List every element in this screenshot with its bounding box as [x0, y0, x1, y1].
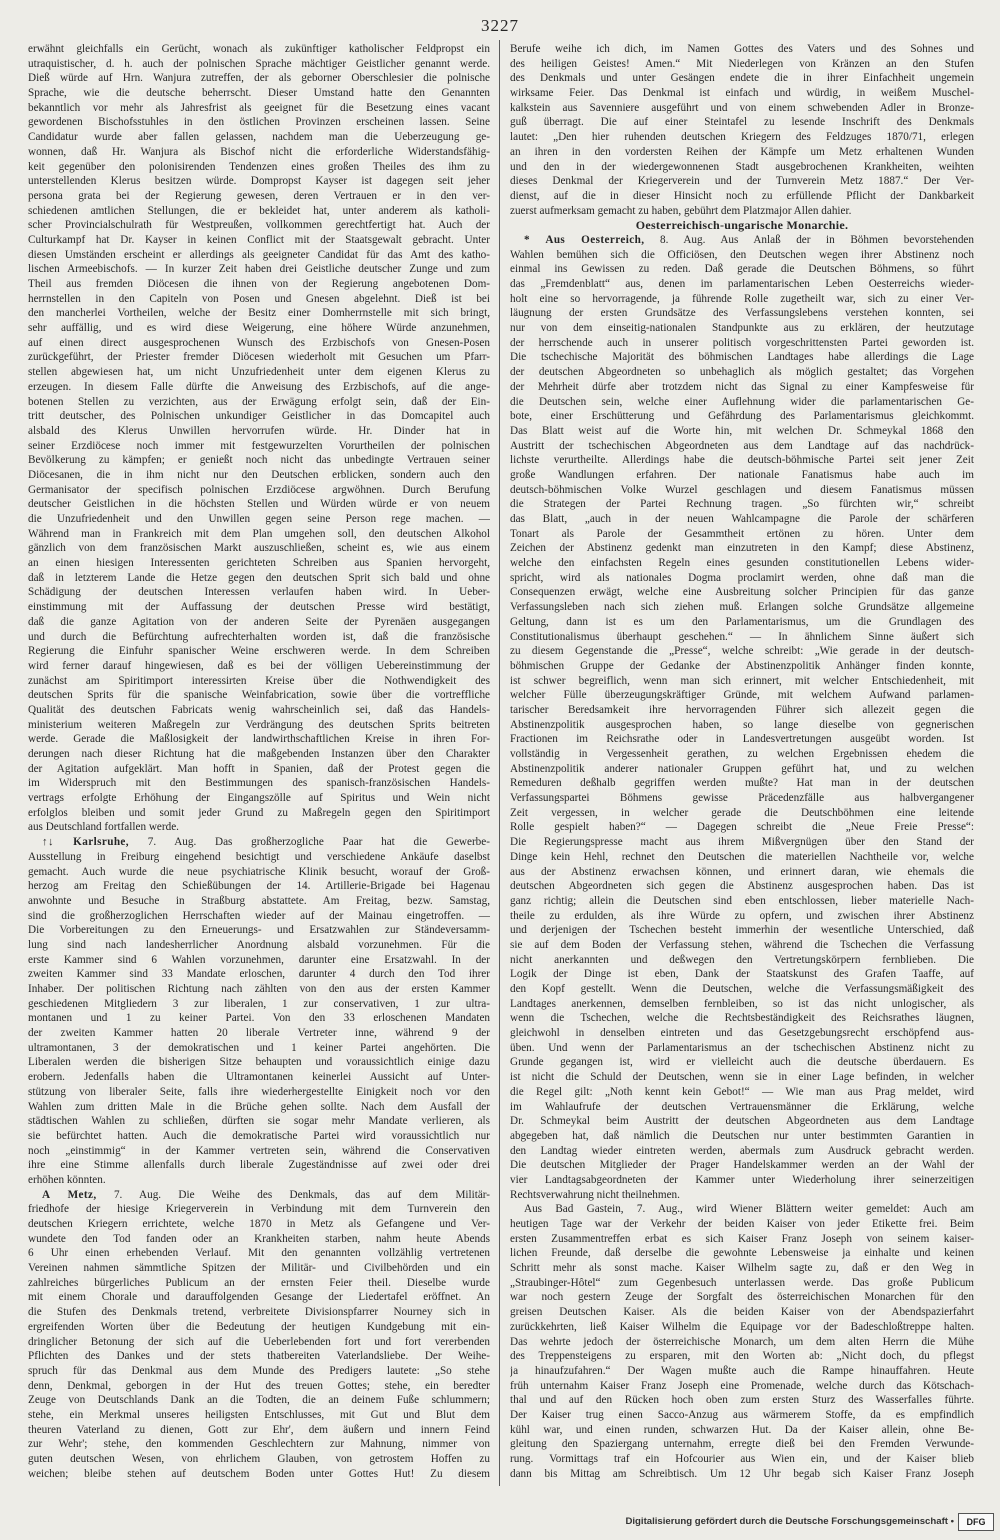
text-line: Aus Bad Gastein, 7. Aug., wird Wiener Blättern weiter gemeldet: Auch am	[524, 1203, 974, 1216]
text-line: Zeichen der Abstinenz gedenkt man einzutreten in den Kampf; diese Abstinenz,	[510, 542, 974, 555]
text-line: spricht, wird als nationales Dogma proclamirt werden, ohne daß man die	[510, 571, 974, 584]
text-line: Remeduren deßhalb gegriffen werden mußte? Hat man in der deutschen	[510, 777, 974, 790]
text-line: aus Deutschland fortfallen werde.	[28, 821, 179, 834]
text-line: Candidatur wurde aber fallen gelassen, nachdem man die Ueberzeugung ge-	[28, 131, 490, 144]
text-line: zunächst am Spiritimport interessirten Kreise über die Nothwendigkeit des	[28, 674, 490, 687]
text-line: Die deutschen Mitglieder der Prager Handelskammer werden an der Wahl der	[510, 1159, 974, 1172]
text-line: weichen; bleibe stehen auf deutschem Boden unter Gottes Hut! Zu diesem	[28, 1467, 490, 1480]
text-line: ministerium weiteren Maßregeln zur Verdrängung des deutschen Sprits beitreten	[28, 718, 490, 731]
text-line: welche den einfachsten Regeln eines gesunden constitutionellen Lebens wider-	[510, 557, 974, 570]
text-line: Vereinen nahmen sämmtliche Spitzen der Militär- und Civilbehörden und ein	[28, 1262, 490, 1275]
text-line: wonnen, daß Hr. Wanjura als Bischof nicht die erforderliche Widerstandsfähig-	[28, 145, 490, 158]
text-line: Fractionen im Reichsrathe oder in Landesvertretungen ausgeübt worden. Ist	[510, 733, 974, 746]
text-line: vertrags erfolgte Erhöhung der Eingangszölle auf Spiritus und Wein nicht	[28, 792, 490, 805]
text-line: Sprache, wie die deutsche beherrscht. Dieser Umstand hatte den Genannten	[28, 87, 490, 100]
text-line: wenn die Tschechen, welche die Rechtsbeständigkeit des Reichsrathes läugnen,	[510, 1012, 974, 1025]
text-line: lung sind nach landesherrlicher Anordnung alsbald vorzunehmen. Für die	[28, 938, 490, 951]
text-line: große Wandlungen erfahren. Der nationale Fanatismus habe auch im	[510, 468, 974, 481]
text-line: Rolle gespielt haben?“ — Dagegen schreibt die „Neue Freie Presse“:	[510, 821, 974, 834]
text-line: böhmischen Gruppe der Gedanke der Abstinenzpolitik Anhänger finden konnte,	[510, 659, 974, 672]
text-line: zur Wehr'; stehe, den kommenden Geschlechtern zur Mahnung, nimmer von	[28, 1438, 490, 1451]
text-line: ja hinaufzufahren.“ Der Wagen mußte auch die Rampe hinauffahren. Heute	[510, 1364, 974, 1377]
text-line: rung. Vormittags traf ein Hofcourier aus Wien ein, und der Kaiser blieb	[510, 1453, 974, 1465]
text-line: guten deutschen Wesen, von ehrlichem Glauben, von getrostem Hoffen zu	[28, 1453, 490, 1465]
text-line: Abstinenzpolitik ausgesprochen haben, so lange dieselbe von gegnerischen	[510, 718, 974, 731]
text-line: gewordenen Bischofsstuhles in den östlichen Provinzen erscheinen lassen. Seine	[28, 116, 490, 129]
text-line: holt eine so hervorragende, ja führende Rolle zugetheilt war, sich zu einer Ver-	[510, 292, 974, 305]
text-line: die Strategen der Partei Rechnung tragen. „So fürchten wir,“ schreibt	[510, 498, 974, 511]
text-line: Rechtsverwahrung nicht theilnehmen.	[510, 1188, 680, 1201]
text-line: herzog am Freitag den Schießübungen der 14. Artillerie-Brigade bei Hagenau	[28, 880, 490, 893]
text-line	[28, 1188, 490, 1203]
text-line: zahlreiches bürgerliches Publicum an der ernsten Feier theil. Dieselbe wurde	[28, 1276, 490, 1289]
text-line: alsbald des Klerus Unwillen hervorrufen würde. Hr. Dinder hat in	[28, 424, 490, 437]
text-line: utraquistischer, d. h. auch der polnischen Sprache mächtiger Geistlicher genannt werde.	[28, 57, 490, 70]
text-line: spruch für das Denkmal aus dem Munde des Predigers lautete: „So stehe	[28, 1364, 490, 1377]
text-line: deutschen Abgeordneten sich gegen die Abstinenz ausgesprochen haben. Das ist	[510, 880, 974, 893]
text-line: Regierung die Einfuhr spanischer Weine erschweren werde. In dem Schreiben	[28, 645, 490, 658]
text-line: abgegeben hat, daß nämlich die Deutschen nur unter bestimmten Garantien in	[510, 1129, 974, 1142]
dateline: * Aus Oesterreich,	[524, 233, 645, 246]
text-line: Logik der Dinge ist eben, Dank der Staatskunst des Grafen Taaffe, auf	[510, 968, 974, 981]
text-line: den Kopf gestellt. Wenn die Deutschen, welche die Verfassungsmäßigkeit des	[510, 983, 974, 995]
text-line: stützung von liberaler Seite, falls ihre wiederhergestellte Einigkeit noch vor den	[28, 1085, 490, 1098]
text-line: lichste verurtheilte. Allerdings habe die deutsch-böhmische Partei seit jener Zeit	[510, 454, 974, 467]
text-line: einstimmung mit der Auffassung der deutschen Presse wird bestätigt,	[28, 601, 490, 614]
text-line: Die tschechische Majorität des böhmischen Landtages habe allerdings die Lage	[510, 351, 974, 364]
text-line: gänzlich von dem französischen Markt auszuschließen, scheint es, wie aus einem	[28, 542, 490, 555]
text-line: zuerst aufmerksam gemacht zu haben, gebührt dem Platzmajor Allen dahier.	[510, 204, 852, 217]
text-line	[510, 233, 974, 248]
text-line: und derjenigen der Tschechen besteht immerhin der wesentliche Unterschied, daß	[510, 924, 974, 937]
text-line: Die Regierungspresse macht aus ihrem Mißvergnügen über den Stand der	[510, 836, 974, 849]
text-line: erhöhen könnten.	[28, 1173, 106, 1186]
right-column	[510, 42, 974, 1481]
text-line: Liberalen werden die bisherigen Sitze behaupten und voraussichtlich einige dazu	[28, 1056, 490, 1069]
text-line: Inhaber. Der politischen Richtung nach zählten von den aus der ersten Kammer	[28, 983, 490, 995]
text-line: scher Provincialschulrath für Westpreußen, vollkommen gerechtfertigt hat. Auch der	[28, 219, 490, 232]
text-line: sie befürchtet hatten. Auch die demokratische Partei wird voraussichtlich nur	[28, 1129, 490, 1142]
text-line: der deutschen Abgeordneten so unbehaglich als möglich gestaltet; das Vorgehen	[510, 366, 974, 379]
text-line: Theil aus fremden Diöcesen die ihnen von der Regierung angebotenen Dom-	[28, 278, 490, 290]
text-line: Bevölkerung zu kämpfen; er genießt noch nicht das unbedingte Vertrauen seiner	[28, 454, 490, 467]
text-line: aus der Abstinenz erwachsen können, und erinnert daran, wie ehemals die	[510, 865, 974, 878]
text-line: werde. Gerade die Maßlosigkeit der landwirthschaftlichen Kreise in ihren For-	[28, 733, 490, 746]
text-line: friedhofe der hiesige Kriegerverein in Verbindung mit dem Turnverein den	[28, 1203, 490, 1216]
text-line: früh unternahm Kaiser Franz Joseph eine Promenade, welche durch das Kötschach-	[510, 1379, 974, 1392]
text-line: tarischer Beredsamkeit ihre hervorragenden Führer sich allezeit gegen die	[510, 703, 974, 716]
text-line: wundete den Tod fanden oder an Krankheiten starben, nahm heute Abends	[28, 1232, 490, 1245]
text-line: städtischen Wahlen zu schließen, dürften sie sogar mehr Mandate verlieren, als	[28, 1115, 490, 1128]
text-line: dringlicher Betonung der sich auf die Ueberlebenden fort und fort vererbenden	[28, 1335, 490, 1348]
text-line: die Stufen des Denkmals tretend, verbreitete Divisionspfarrer Nourney sich in	[28, 1306, 490, 1319]
text-line: theuren Vaterland zu dienen, Gott zur Ehr', dem äußern und innern Feind	[28, 1423, 490, 1436]
text-line: im Wahlaufrufe der deutschen Vertrauensmänner die Erklärung, welche	[510, 1100, 974, 1113]
text-line: Consequenzen erwägt, welche eine Ausbreitung solcher Principien für das ganze	[510, 586, 974, 599]
text-line: erobern. Jedenfalls haben die Ultramontanen keinerlei Aussicht auf Unter-	[28, 1071, 490, 1084]
text-line: zweiten Kammer sind 33 Mandate erloschen, darunter 4 durch den Tod ihrer	[28, 968, 490, 981]
text-line: ergreifenden Worten über die Bedeutung der heutigen Kundgebung mit ein-	[28, 1320, 490, 1333]
text-line: diesen Umständen erscheint er allerdings als geeigneter Candidat für das Amt des katho-	[28, 248, 490, 261]
text-line: deutsch-böhmischen Volke Wurzel geschlagen und diesem Fanatismus müssen	[510, 483, 974, 496]
text-line: Wahlen zum dritten Male in die Brüche gehen sollte. Nach dem Ausfall der	[28, 1100, 490, 1113]
text-line: Wahlen bemühen sich die Officiösen, den Deutschen wegen ihrer Abstinenz noch	[510, 248, 974, 261]
text-line: derungen nach dieser Richtung hat die maßgebenden Instanzen über den Charakter	[28, 748, 490, 760]
text-line: zu diesem Gegenstande die „Presse“, welche schreibt: „Wie gerade in der deutsch-	[510, 645, 974, 658]
text-line: Das Blatt weist auf die Worte hin, mit welchen Dr. Schmeykal 1868 den	[510, 424, 974, 437]
text-line: Das wehrte jedoch der österreichische Monarch, um dem alten Herrn die Mühe	[510, 1335, 974, 1348]
text-line: persona grata bei der Regierung gewesen, deren Vertrauen er in den ver-	[28, 189, 490, 202]
text-line: erwähnt gleichfalls ein Gerücht, wonach als zukünftiger katholischer Feldpropst ein	[28, 43, 490, 55]
section-heading: Oesterreichisch-ungarische Monarchie.	[635, 218, 849, 233]
text-line: Dinge kein Hehl, rechnet den Deutschen die materiellen Nachtheile vor, welche	[510, 850, 974, 863]
article-paragraph	[510, 233, 974, 1202]
text-line: die Unzufriedenheit und den Unwillen gegen seine Person rege machen. —	[28, 513, 490, 525]
dateline: ↑↓ Karlsruhe,	[42, 836, 129, 849]
text-line: ultramontanen, 3 der demokratischen und 1 keiner Partei angehörten. Die	[28, 1041, 490, 1054]
text-line: und durch die Befürchtung aufrechterhalten worden ist, daß die französische	[28, 630, 490, 643]
text-line: sind die großherzoglichen Herrschaften wieder auf der Mainau eingetroffen. —	[28, 909, 490, 922]
text-line: deutscher Geistlichen in die höchsten Stellen und Würden würde er von neuem	[28, 498, 490, 511]
text-line: Verfassungspartei Böhmens gewisse Präcedenzfälle aus halbvergangener	[510, 792, 974, 805]
text-line: deutschen Sprits für die spanische Weinfabrication, sowie über die vortreffliche	[28, 689, 490, 702]
text-line: ist schwer begreiflich, wenn man sich erinnert, mit welcher Entschiedenheit, mit	[510, 674, 974, 687]
text-line: Constitutionalismus überhaupt geschehen.“ — In ähnlichem Sinne äußert sich	[510, 630, 974, 643]
line-text: 7. Aug. Die Weihe des Denkmals, das auf dem Militär-	[113, 1188, 490, 1201]
text-line: theile zu erdulden, als ihre Würde zu opfern, und zwischen ihrer Abstinenz	[510, 909, 974, 922]
text-line: Schritt mehr als sonst mache. Kaiser Wilhelm sagte zu, daß er den Weg in	[510, 1262, 974, 1275]
text-line: heutigen Tage war der Verkehr der beiden Kaiser von jeder Etikette frei. Beim	[510, 1218, 974, 1230]
text-line: zurückgeführt, der Priester fremder Diöcesen wiederholt mit Gesuchen um Pfarr-	[28, 351, 490, 364]
text-line: Landtages anerkennen, demselben fernbleiben, so ist das nicht unlogischer, als	[510, 997, 974, 1010]
text-line: „Straubinger-Hôtel“ zum Gegenbesuch unterlassen werde. Das große Publicum	[510, 1276, 974, 1289]
text-line: stellen abgewiesen hat, um nicht Unzufriedenheit unter dem eigenen Klerus zu	[28, 366, 490, 379]
text-line: Berufe weihe ich dich, im Namen Gottes des Vaters und des Sohnes und	[510, 43, 974, 55]
text-line: sie auf dem Boden der Verfassung stehen, während die Tschechen die Verfassung	[510, 938, 974, 951]
left-column	[28, 42, 490, 1481]
text-line: Germanisator der specifisch polnischen Erzdiöcese argwöhnen. Durch Berufung	[28, 483, 490, 496]
text-line: bote, einer Erschütterung und Gefährdung des Parlamentarismus gleichkommt.	[510, 410, 974, 423]
article-paragraph	[510, 42, 974, 218]
text-line: Zeit vergessen, in welcher gerade die Deutschböhmen eine leitende	[510, 806, 974, 819]
text-line: Dr. Schmeykal beim Austritt der deutschen Abgeordneten aus dem Landtage	[510, 1115, 974, 1128]
text-line: vier Landtagsabgeordneten der Kammer unter Wiederholung ihrer seinerzeitigen	[510, 1173, 974, 1186]
text-line: kühl war, und einen runden, schwarzen Hut. Da der Kaiser allein, ohne Be-	[510, 1423, 974, 1436]
text-line: Diöcesanen, die in ihm nicht nur den Deutschen erblicken, sondern auch den	[28, 468, 490, 481]
text-line: der Agitation aufgeklärt. Man hofft in Spanien, daß der Protest gegen die	[28, 762, 490, 775]
text-line: Ausstellung in Freiburg eingehend besichtigt und verschiedene Ankäufe daselbst	[28, 850, 490, 863]
text-line: dieses Denkmal der Kriegerverein und der Turnverein Metz 1887.“ Der Ver-	[510, 175, 974, 188]
text-line: das Blatt, „auch in der neuen Wahlcampagne die Parole der schärferen	[510, 513, 974, 525]
text-line: ist nicht die Schuld der Deutschen, wenn sie in einer Lage befinden, in welcher	[510, 1071, 974, 1084]
text-line: greisen Deutschen Kaiser. Als die beiden Kaiser von der Abendspazierfahrt	[510, 1306, 974, 1319]
text-line: nur von dem einseitig-nationalen Standpunkte aus zu erklären, der heutzutage	[510, 322, 974, 335]
text-line: keit gegenüber den polonisirenden Tendenzen eines großen Theiles des ihm zu	[28, 160, 490, 173]
text-line: die Regel gilt: „Noth kennt kein Gebot!“ — Wie man aus Prag meldet, wird	[510, 1085, 974, 1098]
text-line: dienst, auf die in dieser Hinsicht noch zu erfüllende Pflicht der Dankbarkeit	[510, 189, 974, 202]
text-line: gleitung den Spaziergang unternahm, erregte dieß bei den Fremden Verwunde-	[510, 1438, 974, 1451]
text-line: denn, Denkmal, geborgen in der Hut des treuen Gottes; stehe, ein beredter	[28, 1379, 490, 1392]
text-line: Abstinenzpolitik anderer nationaler Gruppen geführt hat, und zu welchen	[510, 762, 974, 775]
dfg-logo: DFG	[958, 1513, 994, 1531]
text-line: einmal ins Gewissen zu reden. Daß gerade die Deutschen Böhmens, so führt	[510, 263, 974, 276]
article-paragraph	[28, 835, 490, 1188]
text-line: welcher Fülle überzeugungskräftiger Gründe, mit welchem Aufwand parlamen-	[510, 689, 974, 702]
text-line: mit einem Chorale und darauffolgenden Gesange der Liedertafel eröffnet. An	[28, 1291, 490, 1304]
text-line: war noch gestern Zeuge der Sorgfalt des österreichischen Monarchen für den	[510, 1291, 974, 1304]
text-line: noch „einstimmig“ in der Kammer vertreten sein, während die Conservativen	[28, 1144, 490, 1157]
text-line: Tonart als Parole der Gesammtheit ertönen zu hören. Unter dem	[510, 527, 974, 540]
text-line: wirksame Feier. Das Denkmal ist einfach und würdig, in weißem Muschel-	[510, 87, 974, 100]
text-line: des Treppensteigens zu ersparen, mit den Worten ab: „Nicht doch, du pflegst	[510, 1350, 974, 1363]
text-line: kalkstein aus Savenniere ausgeführt und von einem schwebenden Adler in Bronze-	[510, 101, 974, 114]
text-line: Culturkampf hat Dr. Kayser in keinen Conflict mit der Staatsgewalt gebracht. Unter	[28, 233, 490, 246]
text-line: erste Kammer sind 6 Wahlen vorzunehmen, darunter eine Ersatzwahl. In der	[28, 953, 490, 966]
text-line: guß überragt. Die auf einer Steintafel zu lesende Inschrift des Denkmals	[510, 116, 974, 129]
text-line: Austritt der tschechischen Abgeordneten aus dem Landtage auf das nachdrück-	[510, 439, 974, 452]
text-line: stehe, ein Merkmal unseres heiligsten Entschlusses, mit Gut und Blut dem	[28, 1408, 490, 1421]
text-line: daß die ganze Agitation von der anderen Seite der Pyrenäen ausgegangen	[28, 615, 490, 628]
text-line: lichen Freunde, daß derselbe die gewohnte Lebensweise ja einhalte und keinen	[510, 1247, 974, 1260]
text-line: Qualität des deutschen Fabricats wenig wahrscheinlich sei, daß das Handels-	[28, 703, 490, 716]
text-line: gleichwohl in denselben eintreten und das Gesetzgebungsrecht erschöpfend aus-	[510, 1027, 974, 1040]
article-paragraph	[510, 1202, 974, 1481]
text-line: deutschen Kriegern errichtete, welche 1870 in Metz als Gefangene und Ver-	[28, 1218, 490, 1230]
text-line: unterstellenden Klerus besitzen würde. Dompropst Kayser ist dagegen seit jeher	[28, 175, 490, 188]
text-line: der zweiten Kammer hatten 20 liberale Vertreter inne, während 9 der	[28, 1027, 490, 1040]
text-line: ganz richtig; allein die Deutschen sind eben entschlossen, lieber materielle Nach-	[510, 894, 974, 907]
text-line: üben. Und wenn der Parlamentarismus an der tschechischen Abstinenz nicht zu	[510, 1041, 974, 1054]
text-line: sehr auffällig, und es wird diese Weigerung, eine höhere Würde anzunehmen,	[28, 322, 490, 335]
text-line: gemacht. Auch wurde die neue psychiatrische Klinik besucht, worauf der Groß-	[28, 865, 490, 878]
text-line: seiner Erzdiöcese noch immer mit festgewurzelten Vorurtheilen der polnischen	[28, 439, 490, 452]
line-text: 8. Aug. Aus Anlaß der in Böhmen bevorstehenden	[660, 233, 974, 246]
text-line: botenen Stellen zu verzichten, aus der Erwägung erfolgt sein, daß der Ein-	[28, 395, 490, 408]
line-text: 7. Aug. Das großherzogliche Paar hat die Gewerbe-	[147, 836, 490, 849]
text-line: ersten Zusammentreffen erbat es sich Kaiser Franz Joseph von seinem kaiser-	[510, 1232, 974, 1245]
text-line: die Deutschen sein, welche einer Auflehnung wider die parlamentarischen Ge-	[510, 395, 974, 408]
column-divider	[499, 40, 500, 1486]
text-line: den Landtag wieder eintreten werden, abermals zum Ausdruck gebracht werden.	[510, 1144, 974, 1157]
text-line: Grunde gegangen ist, wird er vielleicht auch die deutsche überdauern. Es	[510, 1056, 974, 1069]
text-line	[28, 835, 490, 850]
footer-credit-text: Digitalisierung gefördert durch die Deutsche Forschungsgemeinschaft	[625, 1516, 948, 1527]
text-line: läugnung der ersten Grundsätze des Verfassungslebens verstehen konnten, sei	[510, 307, 974, 320]
text-line: 6 Uhr einen erhebenden Verlauf. Mit den genannten vollzählig vertretenen	[28, 1247, 490, 1260]
text-line: Der Kaiser trug einen Sacco-Anzug aus wärmerem Stoffe, da es empfindlich	[510, 1408, 974, 1421]
article-paragraph	[28, 42, 490, 835]
footer-credit	[625, 1513, 954, 1531]
text-line: bekanntlich vor mehr als Jahresfrist als geeignet für die Besetzung eines vacant	[28, 101, 490, 114]
text-line: im Widerspruch mit den Bestimmungen des spanisch-französischen Handels-	[28, 777, 490, 790]
dateline: A Metz,	[42, 1188, 97, 1201]
text-line: schiedenen amtlichen Stellungen, die er bekleidet hat, unter anderem als katholi-	[28, 204, 490, 217]
text-line: dann bis Mittag am Schreibtisch. Um 12 Uhr begab sich Kaiser Franz Joseph	[510, 1467, 974, 1480]
text-line: nicht anerkannten und deßwegen den Vertretungskörpern fernblieben. Die	[510, 953, 974, 966]
page-number: 3227	[481, 16, 519, 35]
text-line: Pflichten des Dankes und der stets thatbereiten Vaterlandsliebe. Der Weihe-	[28, 1350, 490, 1363]
text-line: das „Fremdenblatt“ aus, denen im parlamentarischen Leben Oesterreichs wieder-	[510, 278, 974, 290]
text-line: den mancherlei Vortheilen, welche der Besitz einer Domherrnstelle mit sich bringt,	[28, 307, 490, 320]
text-line: ihre eine Stimme allenfalls durch liberale Zugeständnisse auf zwei oder drei	[28, 1159, 490, 1172]
text-line: Verfassungsleben nach sich ziehen muß. Erlangen solche Grundsätze allgemeine	[510, 601, 974, 614]
text-line: montanen und 1 zu keiner Partei. Von den 33 erloschenen Mandaten	[28, 1012, 490, 1025]
text-line: an einen hiesigen Interessenten gerichteten Schreiben aus Spanien hervorgeht,	[28, 557, 490, 570]
text-line: Dieß würde auf Hrn. Wanjura zutreffen, der als geborner Oberschlesier die polnische	[28, 72, 490, 85]
text-line: an ihren in den vordersten Reihen der Kämpfe um Metz erhaltenen Wunden	[510, 145, 974, 158]
text-line: anwohnte und Besuche in Straßburg abstattete. Am Freitag, bezw. Samstag,	[28, 894, 490, 907]
text-line: vollständig in Vergessenheit gerathen, zu welchen Ergebnissen ehedem die	[510, 748, 974, 760]
text-line: geschiedenen Mitgliedern 3 zur liberalen, 1 zur conservativen, 1 zur ultra-	[28, 997, 490, 1010]
text-line: daß in letzterem Lande die Hetze gegen den deutschen Sprit sich bald und ohne	[28, 571, 490, 584]
text-line: auf einen direct ausgesprochenen Wunsch des Erzbischofs von Gnesen-Posen	[28, 336, 490, 349]
text-line: der Mehrheit dürfe aber trotzdem nicht das Signal zu einer Kampfesweise für	[510, 380, 974, 393]
text-line: tritt deutscher, des Polnischen unkundiger Geistlicher in das Domcapitel auch	[28, 410, 490, 423]
footer-separator: •	[950, 1516, 954, 1527]
article-paragraph	[28, 1188, 490, 1482]
text-line: lischen Armeebischofs. — In kurzer Zeit haben drei Geistliche deutscher Zunge und zum	[28, 263, 490, 276]
text-line: zurückkehrten, ließ Kaiser Wilhelm die Equipage vor der Badeschloßtreppe halten.	[510, 1320, 974, 1333]
text-line: des heiligen Geistes! Amen.“ Mit Niederlegen von Kränzen an den Stufen	[510, 57, 974, 70]
text-line: herrnstellen in den Capiteln von Posen und Gnesen abgelehnt. Dieß ist bei	[28, 292, 490, 305]
text-line: Zeuge von Deutschlands Dank an die Todten, die an deinem Fuße schlummern;	[28, 1394, 490, 1407]
text-line: lautet: „Den hier ruhenden deutschen Kriegern des Feldzuges 1870/71, erlegen	[510, 131, 974, 144]
text-line: Geltung, dann ist es um den Parlamentarismus, um die Grundlagen des	[510, 615, 974, 628]
text-line: der herrschende auch in unserer politisch vorgeschrittensten Partei geworden ist.	[510, 336, 974, 349]
text-line: wird ferner darauf hingewiesen, daß es bei der völligen Uebereinstimmung der	[28, 659, 490, 672]
text-line: des Denkmals und unter Gesängen endete die in ihrer Einfachheit ungemein	[510, 72, 974, 85]
text-line: thal und auf den Rücken hoch oben zum ersten Sturz des Wasserfalles führte.	[510, 1394, 974, 1407]
text-line: Die Vorbereitungen zu den Erneuerungs- und Ersatzwahlen zur Ständeversamm-	[28, 924, 490, 937]
text-line: erzeugen. In diesem Falle dürfte die Anweisung des Erzbischofs, auf die ange-	[28, 380, 490, 393]
text-line: Schädigung der deutschen Interessen verlaufen haben wird. In Ueber-	[28, 586, 490, 599]
text-line: Während man in Frankreich mit dem Plan umgehen soll, den deutschen Alkohol	[28, 527, 490, 540]
text-line: erfolglos bleiben und somit jeder Grund zu Maßregeln gegen den Spiritimport	[28, 806, 490, 819]
text-line: und den in der wiedergewonnenen Stadt ausgebrochenen Krankheiten, weihten	[510, 160, 974, 173]
